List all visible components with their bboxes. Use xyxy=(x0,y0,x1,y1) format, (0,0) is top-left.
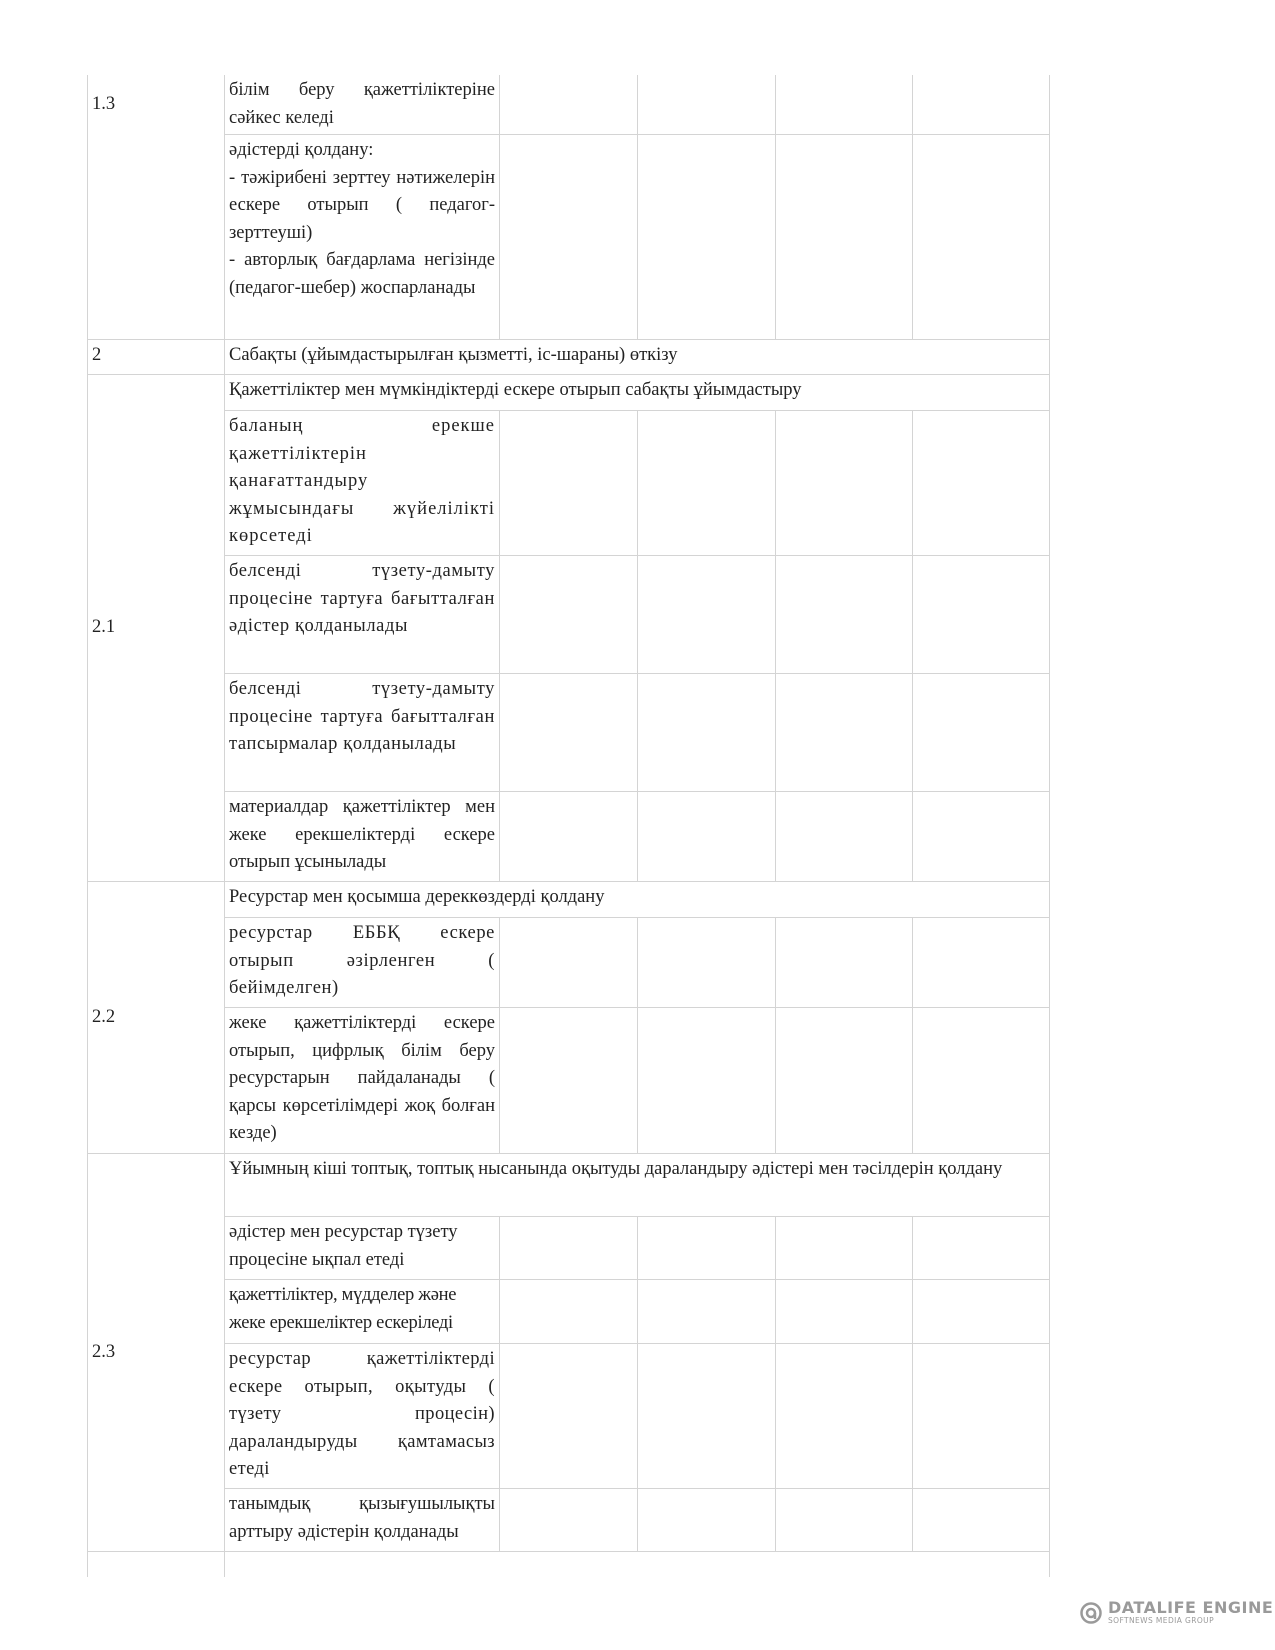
table-row xyxy=(88,340,1050,375)
score-cell xyxy=(638,135,776,340)
subsection-heading: Ресурстар мен қосымша дереккөздерді қолдану xyxy=(225,882,1050,918)
score-cell xyxy=(776,1280,913,1344)
score-cell xyxy=(913,1217,1050,1280)
score-cell xyxy=(913,918,1050,1008)
score-cell xyxy=(776,556,913,674)
table-row xyxy=(88,75,1050,135)
table-row xyxy=(88,1280,1050,1344)
score-cell xyxy=(638,75,776,135)
score-cell xyxy=(776,135,913,340)
score-cell xyxy=(776,75,913,135)
watermark-text xyxy=(1108,1600,1273,1625)
score-cell xyxy=(776,1489,913,1552)
score-cell xyxy=(776,1344,913,1489)
score-cell xyxy=(638,411,776,556)
criterion-cell: белсенді түзету-дамыту процесіне тартуға бағытталған әдістер қолданылады xyxy=(225,556,500,674)
empty-cell xyxy=(88,1552,225,1577)
empty-cell xyxy=(225,1552,1050,1577)
score-cell xyxy=(776,1217,913,1280)
table-row xyxy=(88,556,1050,674)
score-cell xyxy=(500,918,638,1008)
table-row xyxy=(88,1552,1050,1577)
score-cell xyxy=(776,1008,913,1154)
score-cell xyxy=(500,1280,638,1344)
table-row xyxy=(88,1008,1050,1154)
score-cell xyxy=(638,1280,776,1344)
score-cell xyxy=(500,1008,638,1154)
table-row xyxy=(88,135,1050,340)
table-row xyxy=(88,792,1050,882)
score-cell xyxy=(500,674,638,792)
score-cell xyxy=(638,1217,776,1280)
score-cell xyxy=(500,1489,638,1552)
score-cell xyxy=(913,75,1050,135)
score-cell xyxy=(638,1489,776,1552)
criterion-cell: ресурстар қажеттіліктерді ескере отырып, оқытуды ( түзету процесін) дараландыруды қамтамасыз етеді xyxy=(225,1344,500,1489)
watermark-subtitle: SOFTNEWS MEDIA GROUP xyxy=(1108,1616,1214,1625)
watermark-title: DATALIFE ENGINE xyxy=(1108,1598,1274,1617)
score-cell xyxy=(913,792,1050,882)
criterion-cell: білім беру қажеттіліктеріне сәйкес келеді xyxy=(225,75,500,135)
table-row xyxy=(88,1217,1050,1280)
row-number-2: 2 xyxy=(88,340,225,375)
score-cell xyxy=(500,135,638,340)
subsection-heading: Ұйымның кіші топтық, топтық нысанында оқытуды дараландыру әдістері мен тәсілдерін қолдану xyxy=(225,1154,1050,1217)
score-cell xyxy=(638,556,776,674)
table-row xyxy=(88,1344,1050,1489)
row-number-1-3: 1.3 xyxy=(88,75,225,340)
assessment-table xyxy=(87,75,1050,1577)
score-cell xyxy=(638,1344,776,1489)
criterion-cell: әдістер мен ресурстар түзету процесіне ықпал етеді xyxy=(225,1217,500,1280)
table-row xyxy=(88,375,1050,411)
table-row xyxy=(88,882,1050,918)
score-cell xyxy=(776,918,913,1008)
row-number-2-1: 2.1 xyxy=(88,375,225,882)
score-cell xyxy=(776,792,913,882)
criterion-cell: танымдық қызығушылықты арттыру әдістерін қолданады xyxy=(225,1489,500,1552)
score-cell xyxy=(500,792,638,882)
score-cell xyxy=(776,411,913,556)
table-row xyxy=(88,674,1050,792)
score-cell xyxy=(913,1280,1050,1344)
score-cell xyxy=(500,1344,638,1489)
score-cell xyxy=(776,674,913,792)
score-cell xyxy=(638,1008,776,1154)
criterion-cell: қажеттіліктер, мүдделер және жеке ерекшеліктер ескеріледі xyxy=(225,1280,500,1344)
criterion-cell: жеке қажеттіліктерді ескере отырып, цифрлық білім беру ресурстарын пайдаланады ( қарсы көрсетілімдері жоқ болған кезде) xyxy=(225,1008,500,1154)
row-number-2-3: 2.3 xyxy=(88,1154,225,1552)
section-title: Сабақты (ұйымдастырылған қызметті, іс-шараны) өткізу xyxy=(225,340,1050,375)
datalife-engine-watermark xyxy=(1080,1600,1273,1625)
score-cell xyxy=(500,75,638,135)
score-cell xyxy=(500,411,638,556)
score-cell xyxy=(913,1008,1050,1154)
criterion-cell: баланың ерекше қажеттіліктерін қанағаттандыру жұмысындағы жүйелілікті көрсетеді xyxy=(225,411,500,556)
table-row xyxy=(88,411,1050,556)
score-cell xyxy=(913,135,1050,340)
score-cell xyxy=(500,556,638,674)
criterion-cell: белсенді түзету-дамыту процесіне тартуға бағытталған тапсырмалар қолданылады xyxy=(225,674,500,792)
datalife-logo-icon xyxy=(1080,1602,1102,1624)
score-cell xyxy=(913,674,1050,792)
score-cell xyxy=(913,411,1050,556)
score-cell xyxy=(913,1344,1050,1489)
criterion-cell: материалдар қажеттіліктер мен жеке ерекшеліктерді ескере отырып ұсынылады xyxy=(225,792,500,882)
table-row xyxy=(88,1154,1050,1217)
table-row xyxy=(88,1489,1050,1552)
subsection-heading: Қажеттіліктер мен мүмкіндіктерді ескере отырып сабақты ұйымдастыру xyxy=(225,375,1050,411)
score-cell xyxy=(500,1217,638,1280)
score-cell xyxy=(913,1489,1050,1552)
criterion-cell: ресурстар ЕББҚ ескере отырып әзірленген ( бейімделген) xyxy=(225,918,500,1008)
criterion-cell: әдістерді қолдану: - тәжірибені зерттеу нәтижелерін ескере отырып ( педагог-зерттеуші) - авторлық бағдарлама негізінде (педагог-шебер) жоспарланады xyxy=(225,135,500,340)
row-number-2-2: 2.2 xyxy=(88,882,225,1154)
score-cell xyxy=(913,556,1050,674)
score-cell xyxy=(638,918,776,1008)
score-cell xyxy=(638,674,776,792)
score-cell xyxy=(638,792,776,882)
table-row xyxy=(88,918,1050,1008)
